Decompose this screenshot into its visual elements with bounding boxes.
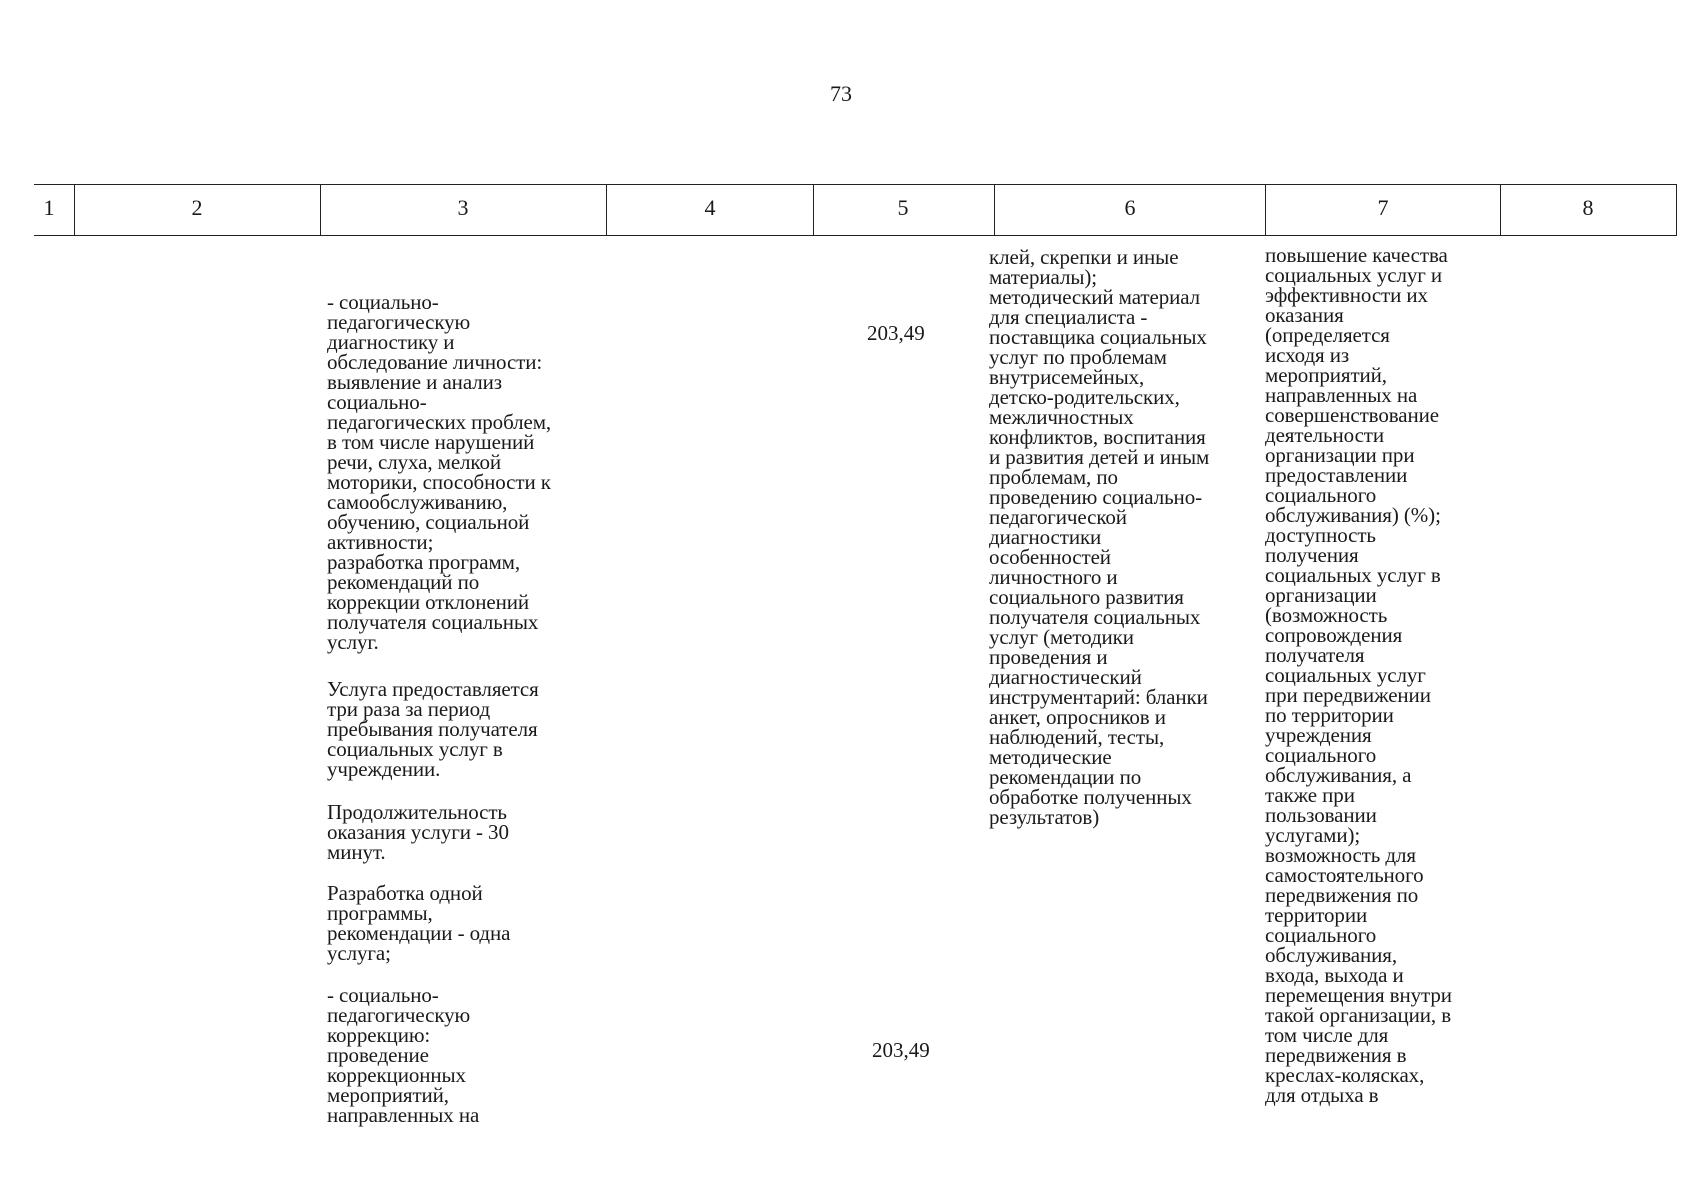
materials-description: клей, скрепки и иные материалы); методический материал для специалиста - поставщика социальных услуг по проблемам внутрисемейных, детско-родительских, межличностных конфликтов, воспитания и развития детей и иным проблемам, по проведению социально- педагогической диагностики особенностей личностного и социального развития получателя социальных услуг (методики проведения и диагностический инструментарий: бланки анкет, опросников и наблюдений, тесты, методические рекомендации по обработке полученных результатов) [989, 245, 1210, 829]
page-number: 73 [830, 81, 852, 106]
header-col-7: 7 [1377, 195, 1389, 220]
header-col-divider [320, 184, 321, 236]
header-col-6: 6 [1124, 195, 1136, 220]
service-unit-note: Разработка одной программы, рекомендации - одна услуга; [327, 881, 511, 965]
header-col-8: 8 [1582, 195, 1594, 220]
header-col-divider [606, 184, 607, 236]
service-description-correction: - социально- педагогическую коррекцию: проведение коррекционных мероприятий, направленных на [327, 983, 480, 1127]
service-frequency-note: Услуга предоставляется три раза за период пребывания получателя социальных услуг в учреждении. [327, 677, 539, 781]
tariff-value: 203,49 [872, 1038, 930, 1062]
header-col-1: 1 [43, 195, 55, 220]
header-col-divider [1676, 184, 1677, 236]
header-col-2: 2 [191, 195, 203, 220]
quality-indicators: повышение качества социальных услуг и эффективности их оказания (определяется исходя из мероприятий, направленных на совершенствование деятельности организации при предоставлении социального обслуживания) (%); доступность получения социальных услуг в организации (возможность сопровождения получателя социальных услуг при передвижении по территории учреждения социального обслуживания, а также при пользовании услугами); возможность для самостоятельного передвижения по территории социального обслуживания, входа, выхода и перемещения внутри такой организации, в том числе для передвижения в креслах-колясках, для отдыха в [1265, 243, 1452, 1107]
service-duration-note: Продолжительность оказания услуги - 30 минут. [327, 800, 509, 864]
header-col-4: 4 [704, 195, 716, 220]
header-bottom-border [34, 235, 1676, 236]
header-col-divider [74, 184, 75, 236]
header-col-divider [994, 184, 995, 236]
header-col-divider [1265, 184, 1266, 236]
header-col-5: 5 [897, 195, 909, 220]
header-col-3: 3 [457, 195, 469, 220]
service-description-diagnostics: - социально- педагогическую диагностику и обследование личности: выявление и анализ социально- педагогических проблем, в том числе нарушений речи, слуха, мелкой моторики, способности к самообслуживанию, обучению, социальной активности; разработка программ, рекомендаций по коррекции отклонений получателя социальных услуг. [327, 290, 552, 654]
header-top-border [34, 184, 1676, 185]
header-col-divider [813, 184, 814, 236]
header-col-divider [1500, 184, 1501, 236]
tariff-value: 203,49 [867, 321, 925, 345]
